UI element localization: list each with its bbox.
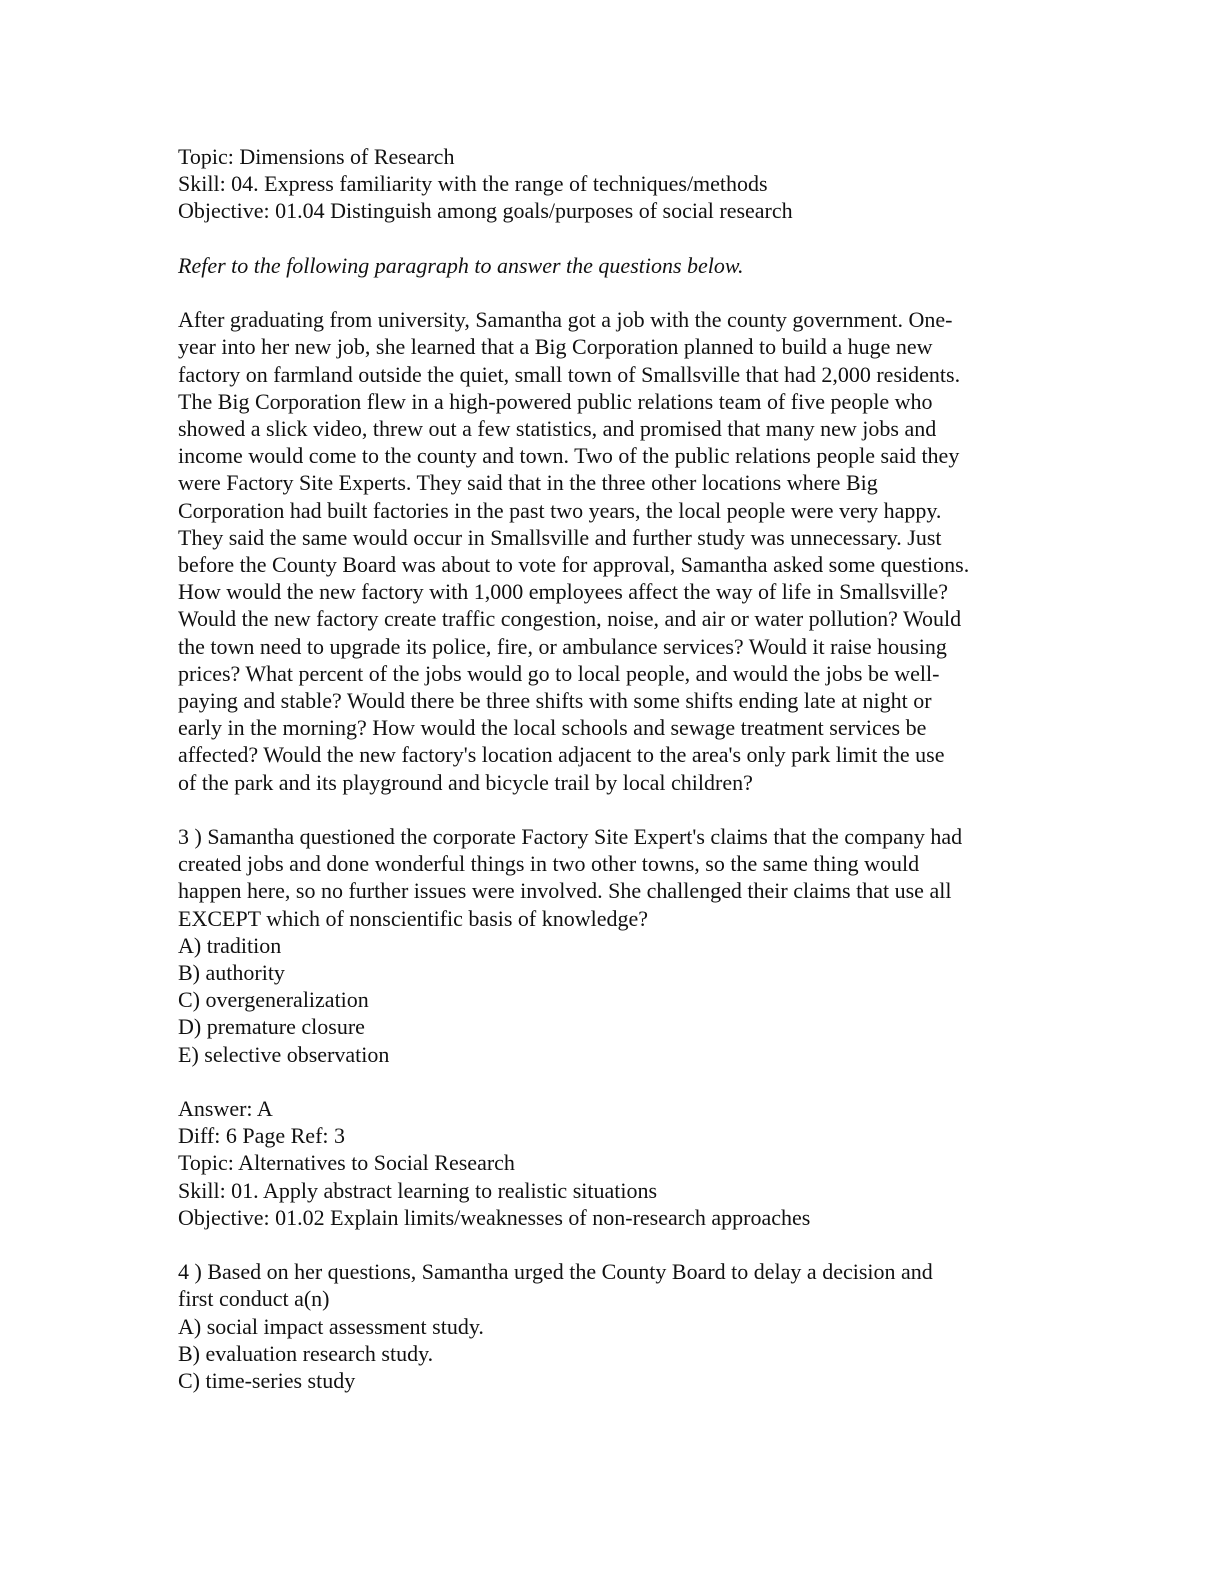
passage-line: The Big Corporation flew in a high-powered public relations team of five people who <box>178 388 933 414</box>
passage-line: before the County Board was about to vote for approval, Samantha asked some questions. <box>178 552 970 578</box>
passage <box>178 306 1058 796</box>
passage-line: of the park and its playground and bicycle trail by local children? <box>178 769 753 795</box>
question-4 <box>178 1258 1058 1394</box>
answer-option-e: E) selective observation <box>178 1041 390 1067</box>
header-skill: Skill: 04. Express familiarity with the range of techniques/methods <box>178 171 768 197</box>
passage-line: the town need to upgrade its police, fire, or ambulance services? Would it raise housing <box>178 633 947 659</box>
passage-line: paying and stable? Would there be three shifts with some shifts ending late at night or <box>178 688 932 714</box>
document-page <box>178 143 1058 1394</box>
question-skill: Skill: 01. Apply abstract learning to realistic situations <box>178 1177 658 1203</box>
passage-line: Corporation had built factories in the past two years, the local people were very happy. <box>178 497 942 523</box>
question-stem-line: happen here, so no further issues were involved. She challenged their claims that use all <box>178 878 952 904</box>
difficulty-ref: Diff: 6 Page Ref: 3 <box>178 1123 346 1149</box>
passage-line: After graduating from university, Samantha got a job with the county government. One- <box>178 307 953 333</box>
question-stem-line: EXCEPT which of nonscientific basis of knowledge? <box>178 905 649 931</box>
spacer <box>178 796 1058 823</box>
answer-option-c: C) time-series study <box>178 1368 356 1394</box>
question-objective: Objective: 01.02 Explain limits/weaknesses of non-research approaches <box>178 1204 811 1230</box>
question-3 <box>178 823 1058 1231</box>
spacer <box>178 279 1058 306</box>
passage-line: showed a slick video, threw out a few statistics, and promised that many new jobs and <box>178 416 937 441</box>
question-stem-line: 4 ) Based on her questions, Samantha urged the County Board to delay a decision and <box>178 1259 933 1285</box>
passage-line: early in the morning? How would the local schools and sewage treatment services be <box>178 715 927 741</box>
answer-option-c: C) overgeneralization <box>178 987 369 1013</box>
spacer <box>178 1231 1058 1258</box>
passage-line: prices? What percent of the jobs would go to local people, and would the jobs be well- <box>178 660 940 686</box>
question-topic: Topic: Alternatives to Social Research <box>178 1150 515 1176</box>
spacer <box>178 1068 1058 1095</box>
passage-line: Would the new factory create traffic congestion, noise, and air or water pollution? Would <box>178 606 962 632</box>
answer-key: Answer: A <box>178 1096 273 1122</box>
passage-line: affected? Would the new factory's location adjacent to the area's only park limit the use <box>178 742 945 768</box>
question-stem-line: 3 ) Samantha questioned the corporate Factory Site Expert's claims that the company had <box>178 824 963 850</box>
passage-line: year into her new job, she learned that a Big Corporation planned to build a huge new <box>178 334 933 360</box>
passage-line: factory on farmland outside the quiet, small town of Smallsville that had 2,000 residents. <box>178 361 961 387</box>
answer-option-b: B) authority <box>178 960 285 986</box>
question-stem-line: first conduct a(n) <box>178 1286 330 1312</box>
header-topic: Topic: Dimensions of Research <box>178 144 455 169</box>
passage-line: How would the new factory with 1,000 employees affect the way of life in Smallsville? <box>178 579 948 605</box>
question-stem-line: created jobs and done wonderful things in two other towns, so the same thing would <box>178 851 920 877</box>
header-objective: Objective: 01.04 Distinguish among goals/purposes of social research <box>178 198 793 224</box>
answer-option-a: A) tradition <box>178 932 282 958</box>
answer-option-d: D) premature closure <box>178 1014 365 1040</box>
answer-option-b: B) evaluation research study. <box>178 1340 434 1366</box>
passage-line: income would come to the county and town. Two of the public relations people said they <box>178 443 960 469</box>
instruction: Refer to the following paragraph to answer the questions below. <box>178 252 744 278</box>
passage-line: were Factory Site Experts. They said that in the three other locations where Big <box>178 470 878 496</box>
answer-option-a: A) social impact assessment study. <box>178 1313 484 1339</box>
spacer <box>178 225 1058 252</box>
passage-line: They said the same would occur in Smallsville and further study was unnecessary. Just <box>178 524 942 550</box>
